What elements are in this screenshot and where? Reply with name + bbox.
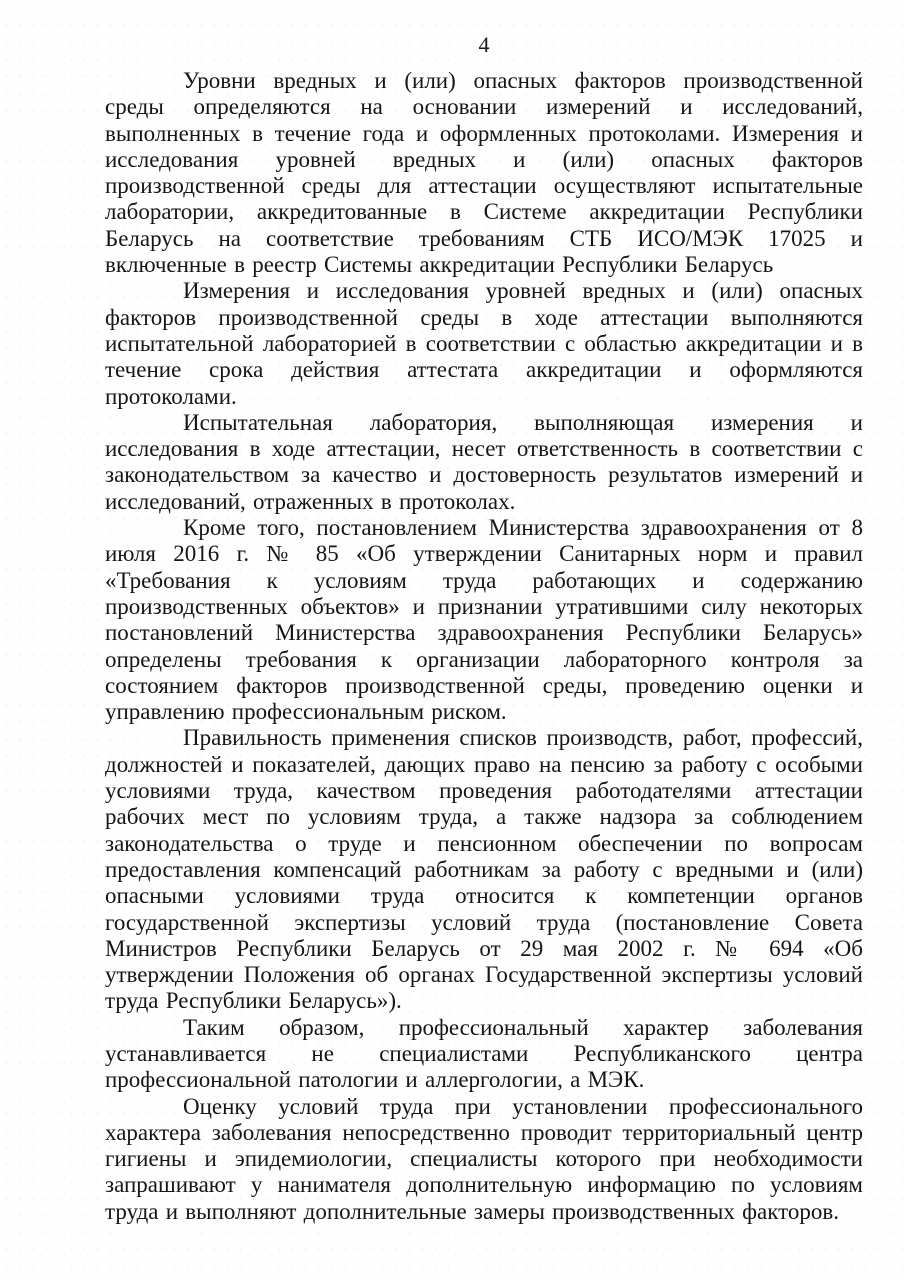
paragraph: Уровни вредных и (или) опасных факторов производственной среды определяются на основании измерений и исследований, выполненных в течение года и оформленных протоколами. Измерения и исследования уровней вредных и (или) опасных факторов производственной среды для аттестации осуществляют испытательные лаборатории, аккредитованные в Системе аккредитации Республики Беларусь на соответствие требованиям СТБ ИСО/МЭК 17025 и включенные в реестр Системы аккредитации Республики Беларусь [105,68,863,278]
page-number: 4 [478,32,490,57]
paragraph: Таким образом, профессиональный характер заболевания устанавливается не специалистами Республиканского центра профессиональной патологии и аллергологии, а МЭК. [105,1014,863,1093]
document-body [105,68,863,1225]
paragraph: Оценку условий труда при установлении профессионального характера заболевания непосредственно проводит территориальный центр гигиены и эпидемиологии, специалисты которого при необходимости запрашивают у нанимателя дополнительную информацию по условиям труда и выполняют дополнительные замеры производственных факторов. [105,1093,863,1224]
paragraph: Кроме того, постановлением Министерства здравоохранения от 8 июля 2016 г. № 85 «Об утверждении Санитарных норм и правил «Требования к условиям труда работающих и содержанию производственных объектов» и признании утратившими силу некоторых постановлений Министерства здравоохранения Республики Беларусь» определены требования к организации лабораторного контроля за состоянием факторов производственной среды, проведению оценки и управлению профессиональным риском. [105,515,863,725]
paragraph: Испытательная лаборатория, выполняющая измерения и исследования в ходе аттестации, несет ответственность в соответствии с законодательством за качество и достоверность результатов измерений и исследований, отраженных в протоколах. [105,409,863,514]
paragraph: Измерения и исследования уровней вредных и (или) опасных факторов производственной среды в ходе аттестации выполняются испытательной лабораторией в соответствии с областью аккредитации и в течение срока действия аттестата аккредитации и оформляются протоколами. [105,278,863,409]
paragraph: Правильность применения списков производств, работ, профессий, должностей и показателей, дающих право на пенсию за работу с особыми условиями труда, качеством проведения работодателями аттестации рабочих мест по условиям труда, а также надзора за соблюдением законодательства о труде и пенсионном обеспечении по вопросам предоставления компенсаций работникам за работу с вредными и (или) опасными условиями труда относится к компетенции органов государственной экспертизы условий труда (постановление Совета Министров Республики Беларусь от 29 мая 2002 г. № 694 «Об утверждении Положения об органах Государственной экспертизы условий труда Республики Беларусь»). [105,725,863,1014]
